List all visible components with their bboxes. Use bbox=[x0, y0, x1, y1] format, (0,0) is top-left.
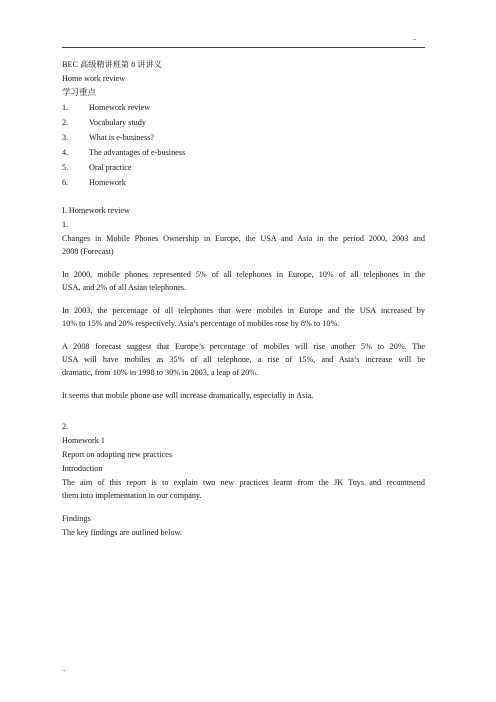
list-item bbox=[62, 175, 425, 190]
list-item-number: 6. bbox=[62, 178, 69, 187]
paragraph-3-line-2: USA will have mobiles as 35% of all telephone, a rise of 15%, and Asia’s increase will be bbox=[62, 355, 425, 364]
section-heading: I. Homework review bbox=[62, 206, 130, 215]
paragraph-2-line-1: In 2003, the percentage of all telephones that were mobiles in Europe and the USA increased by bbox=[62, 306, 425, 315]
paragraph-3-line-1: A 2008 forecast suggest that Europe’s percentage of mobiles will rise another 5% to 20%. The bbox=[62, 342, 425, 351]
footer-mark: .. bbox=[62, 665, 66, 673]
list-item-text: Oral practice bbox=[89, 163, 132, 172]
findings-heading: Findings bbox=[62, 514, 91, 523]
item-number: 2. bbox=[62, 422, 69, 431]
list-item bbox=[62, 115, 425, 130]
list-item-number: 1. bbox=[62, 103, 69, 112]
paragraph-1-line-1: In 2000, mobile phones represented 5% of all telephones in Europe, 10% of all telephones in the bbox=[62, 270, 425, 279]
list-item-text: What is e-business? bbox=[89, 133, 155, 142]
list-item-text: Homework review bbox=[89, 103, 151, 112]
item-number: 1. bbox=[62, 220, 69, 229]
item1-title-line-2: 2008 (Forecast) bbox=[62, 247, 114, 256]
list-item-text: Vocabulary study bbox=[89, 118, 146, 127]
homework-heading: Homework 1 bbox=[62, 436, 105, 445]
document-subtitle: Home work review bbox=[62, 74, 126, 83]
paragraph-3-line-3: dramatic, from 10% in 1998 to 30% in 2003, a leap of 20%. bbox=[62, 368, 259, 377]
introduction-heading: Introduction bbox=[62, 464, 103, 473]
paragraph-1-line-2: USA, and 2% of all Asian telephones. bbox=[62, 283, 187, 292]
introduction-line-1: The aim of this report is to explain two new practices learnt from the JK Toys and recommend bbox=[62, 478, 425, 487]
list-item bbox=[62, 145, 425, 160]
document-title-text: BEC 高级精讲班第 8 讲讲义 bbox=[62, 60, 162, 69]
header-rule bbox=[62, 47, 425, 48]
list-item-number: 4. bbox=[62, 148, 69, 157]
list-item bbox=[62, 160, 425, 175]
list-item-text: Homework bbox=[89, 178, 126, 187]
introduction-line-2: them into implementation in our company. bbox=[62, 491, 202, 500]
header-mark: .. bbox=[413, 34, 417, 42]
paragraph-2-line-2: 10% to 15% and 20% respectively. Asia’s percentage of mobiles rose by 8% to 10%. bbox=[62, 319, 340, 328]
list-item-number: 5. bbox=[62, 163, 69, 172]
item1-title-line-1: Changes in Mobile Phones Ownership in Europe, the USA and Asia in the period 2000, 2003 and bbox=[62, 234, 425, 243]
key-points-heading: 学习重点 bbox=[62, 88, 97, 98]
key-points-list bbox=[62, 100, 425, 190]
paragraph-4: It seems that mobile phone use will increase dramatically, especially in Asia. bbox=[62, 391, 314, 400]
list-item bbox=[62, 130, 425, 145]
report-title: Report on adopting new practices bbox=[62, 450, 173, 459]
document-title bbox=[62, 58, 425, 72]
findings-text: The key findings are outlined below. bbox=[62, 528, 182, 537]
document-body bbox=[62, 58, 425, 540]
list-item-number: 2. bbox=[62, 118, 69, 127]
list-item-number: 3. bbox=[62, 133, 69, 142]
list-item-text: The advantages of e-business bbox=[89, 148, 186, 157]
list-item bbox=[62, 100, 425, 115]
